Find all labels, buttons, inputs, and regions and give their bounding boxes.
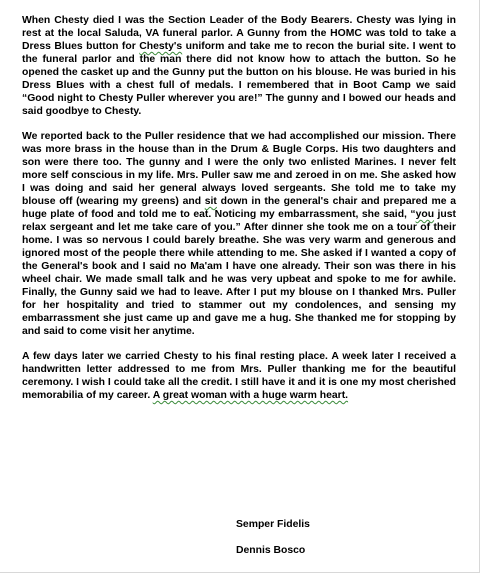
grammar-flagged-word: sit <box>204 196 217 207</box>
paragraph-chesty-death <box>22 14 456 118</box>
paragraph-text: down in the general's chair and prepared me a huge plate of food and told me to eat. Noticing my embarrassment, she said, “ <box>22 196 456 220</box>
grammar-flagged-sentence: A great woman with a huge warm heart. <box>152 390 349 401</box>
paragraph-text: When Chesty died I was the Section Leader of the Body Bearers. Chesty was lying in rest at the local Saluda, VA funeral parlor. A Gunny from the HOMC was told to take a Dress Blues button for <box>22 15 456 52</box>
paragraph-text: uniform and take me to recon the burial site. I went to the funeral parlor and the man there did not know how to attach the button. So he opened the casket up and the Gunny put the button on his blouse. He was buried in his Dress Blues with a chest full of medals. I remembered that in Boot Camp we said “Good night to Chesty Puller wherever you are!” The gunny and I bowed our heads and said goodbye to Chesty. <box>22 41 457 117</box>
paragraph-text: A few days later we carried Chesty to his final resting place. A week later I received a handwritten letter addressed to me from Mrs. Puller thanking me for the beautiful ceremony. I wish I could take all the credit. I still have it and it is one my most cherished memorabilia of my career. <box>22 351 456 401</box>
paragraph-text: We reported back to the Puller residence that we had accomplished our mission. There was more brass in the house than in the Drum & Bugle Corps. His two daughters and son were there too. The gunny and I were the only two enlisted Marines. I never felt more self conscious in my life. Mrs. Puller saw me and zeroed in on me. She asked how I was doing and said her general always loved sergeants. She told me to take my blouse off (wearing my greens) and <box>22 131 456 207</box>
signature-name: Dennis Bosco <box>236 545 306 556</box>
grammar-flagged-word: you <box>415 209 435 220</box>
paragraph-text: just relax sergeant and let me take care of you.” After dinner she took me on a tour of their home. I was so nervous I could barely breathe. She was very warm and generous and ignored most of the people there while attending to me. She asked if I wanted a copy of the General's book and I said no Ma'am I have one already. Their son was there in his wheel chair. We made small talk and he was very upbeat and spoke to me for awhile. Finally, the Gunny said we had to leave. After I put my blouse on I thanked Mrs. Puller for her hospitality and tried to stammer out my condolences, and sensing my embarrassment she just came up and gave me a hug. She thanked me for stopping by and said to come visit her anytime. <box>22 209 456 337</box>
closing-line: Semper Fidelis <box>236 519 310 530</box>
letter-body <box>22 14 456 414</box>
paragraph-final-resting-place <box>22 350 456 402</box>
spelling-flagged-word: Chesty's <box>139 41 183 52</box>
paragraph-puller-residence <box>22 130 456 338</box>
